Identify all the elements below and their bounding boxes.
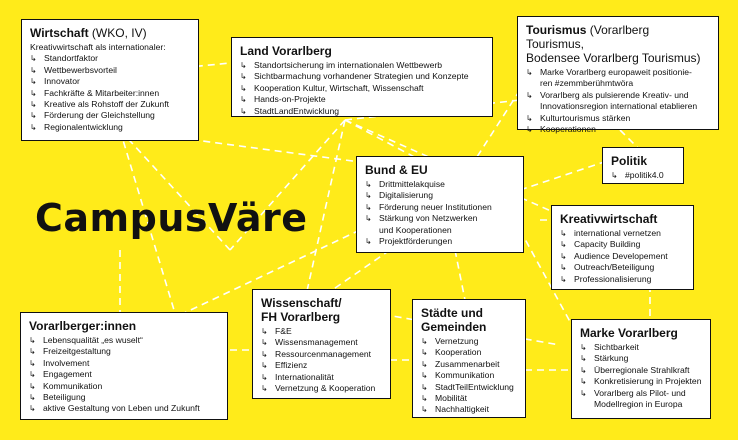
item-label: Capacity Building — [574, 239, 641, 250]
arrow-return-icon: ↳ — [421, 337, 428, 346]
item-label: Fachkräfte & Mitarbeiter:innen — [44, 87, 160, 98]
list-item — [261, 326, 382, 337]
item-label: Förderung der Gleichstellung — [44, 110, 155, 121]
arrow-return-icon: ↳ — [580, 388, 587, 398]
node-title: Marke Vorarlberg — [580, 326, 678, 340]
item-label: Professionalisierung — [574, 273, 652, 284]
arrow-return-icon: ↳ — [526, 125, 533, 135]
list-item — [240, 71, 484, 82]
node-item-list — [421, 336, 517, 416]
item-label: Standortfaktor — [44, 53, 98, 64]
item-label: Innovator — [44, 76, 80, 87]
arrow-return-icon: ↳ — [30, 122, 37, 132]
node-title: Bund & EU — [365, 163, 428, 177]
node-title: Vorarlberger:innen — [29, 319, 137, 333]
list-item — [365, 190, 515, 201]
item-label: Standortsicherung im internationalen Wettbewerb — [254, 60, 443, 70]
list-item — [240, 60, 484, 71]
list-item — [30, 53, 190, 64]
list-item — [526, 124, 710, 135]
list-item — [30, 88, 190, 99]
arrow-return-icon: ↳ — [30, 111, 37, 121]
item-label: Überregionale Strahlkraft — [594, 364, 690, 375]
item-label: Effizienz — [275, 360, 308, 371]
list-item — [580, 342, 702, 353]
list-item — [30, 99, 190, 110]
node-item-list — [560, 228, 685, 285]
list-item — [560, 251, 685, 262]
list-item — [560, 228, 685, 239]
list-item — [526, 113, 710, 124]
list-item — [421, 404, 517, 415]
connector — [520, 160, 610, 190]
node-title: Land Vorarlberg — [240, 44, 332, 58]
arrow-return-icon: ↳ — [29, 358, 36, 368]
node-title: Kreativwirtschaft — [560, 212, 658, 226]
item-label: Kreative als Rohstoff der Zukunft — [44, 99, 169, 110]
node-marke-vorarlberg — [571, 319, 711, 419]
campusvaere-title: CampusVäre — [35, 196, 308, 240]
item-label: Drittmittelakquise — [379, 179, 445, 189]
list-item — [29, 335, 219, 346]
item-label: Internationalität — [275, 371, 334, 382]
node-item-list — [611, 170, 675, 181]
arrow-return-icon: ↳ — [30, 65, 37, 75]
item-label: Kooperationen — [540, 124, 596, 135]
arrow-return-icon: ↳ — [29, 336, 36, 345]
node-title: Politik — [611, 154, 648, 168]
arrow-return-icon: ↳ — [421, 394, 428, 404]
item-label: Förderung neuer Institutionen — [379, 201, 492, 212]
item-label: Kommunikation — [43, 380, 103, 391]
item-label: Regionalentwicklung — [44, 121, 123, 132]
arrow-return-icon: ↳ — [560, 251, 567, 261]
connector — [455, 250, 465, 300]
arrow-return-icon: ↳ — [30, 88, 37, 98]
arrow-return-icon: ↳ — [526, 113, 533, 123]
arrow-return-icon: ↳ — [526, 68, 533, 77]
list-item — [29, 358, 219, 369]
arrow-return-icon: ↳ — [580, 377, 587, 387]
arrow-return-icon: ↳ — [580, 354, 587, 364]
list-item — [29, 346, 219, 357]
arrow-return-icon: ↳ — [580, 343, 587, 352]
item-label: Wettbewerbsvorteil — [44, 64, 117, 75]
node-item-list — [30, 53, 190, 133]
list-item — [421, 336, 517, 347]
arrow-return-icon: ↳ — [240, 72, 247, 82]
arrow-return-icon: ↳ — [560, 274, 567, 284]
arrow-return-icon: ↳ — [30, 54, 37, 64]
arrow-return-icon: ↳ — [30, 77, 37, 87]
list-item — [580, 365, 702, 376]
list-item — [580, 388, 702, 411]
arrow-return-icon: ↳ — [261, 384, 268, 394]
item-label: StadtTeilEntwicklung — [435, 381, 514, 392]
item-label: Hands-on-Projekte — [254, 94, 326, 105]
list-item — [261, 360, 382, 371]
node-title: Wirtschaft — [30, 26, 89, 40]
node-land-vorarlberg — [231, 37, 493, 117]
arrow-return-icon: ↳ — [365, 191, 372, 201]
arrow-return-icon: ↳ — [261, 361, 268, 371]
item-label: international vernetzen — [574, 228, 661, 238]
arrow-return-icon: ↳ — [365, 180, 372, 189]
arrow-return-icon: ↳ — [261, 327, 268, 336]
arrow-return-icon: ↳ — [421, 371, 428, 381]
list-item — [365, 236, 515, 247]
node-bund-eu — [356, 156, 524, 253]
list-item — [421, 382, 517, 393]
list-item — [580, 376, 702, 387]
node-politik — [602, 147, 684, 184]
list-item — [421, 359, 517, 370]
arrow-return-icon: ↳ — [261, 338, 268, 348]
item-label: Vorarlberg als pulsierende Kreativ- und Innovationsregion international etablieren — [540, 89, 698, 112]
list-item — [580, 353, 702, 364]
node-wissenschaft — [252, 289, 391, 399]
arrow-return-icon: ↳ — [580, 365, 587, 375]
node-staedte-gemeinden — [412, 299, 526, 418]
item-label: Stärkung von Netzwerken und Kooperationen — [379, 213, 478, 235]
node-title: Tourismus — [526, 23, 587, 37]
item-label: Digitalisierung — [379, 190, 433, 201]
arrow-return-icon: ↳ — [29, 370, 36, 380]
item-label: Projektförderungen — [379, 236, 453, 247]
arrow-return-icon: ↳ — [421, 382, 428, 392]
list-item — [365, 179, 515, 190]
item-label: Freizeitgestaltung — [43, 346, 111, 357]
list-item — [261, 383, 382, 394]
list-item — [526, 90, 710, 113]
item-label: Konkretisierung in Projekten — [594, 376, 702, 387]
node-item-list — [580, 342, 702, 410]
list-item — [30, 76, 190, 87]
item-label: Involvement — [43, 357, 90, 368]
item-label: Outreach/Beteiligung — [574, 262, 655, 273]
connector — [305, 120, 345, 300]
list-item — [560, 262, 685, 273]
item-label: #politik4.0 — [625, 170, 664, 180]
node-tourismus — [517, 16, 719, 135]
item-label: Wissensmanagement — [275, 337, 358, 348]
arrow-return-icon: ↳ — [261, 372, 268, 382]
node-item-list — [365, 179, 515, 247]
item-label: Audience Developement — [574, 250, 668, 261]
item-label: Beteiligung — [43, 392, 86, 403]
item-label: Kulturtourismus stärken — [540, 112, 631, 123]
list-item — [29, 381, 219, 392]
item-label: Nachhaltigkeit — [435, 404, 489, 415]
item-label: Sichtbarkeit — [594, 342, 639, 352]
arrow-return-icon: ↳ — [29, 393, 36, 403]
item-label: Kommunikation — [435, 370, 495, 381]
node-vorarlberger-innen — [20, 312, 228, 420]
arrow-return-icon: ↳ — [365, 237, 372, 247]
node-item-list — [240, 60, 484, 117]
list-item — [365, 213, 515, 236]
arrow-return-icon: ↳ — [421, 359, 428, 369]
list-item — [30, 122, 190, 133]
list-item — [240, 106, 484, 117]
list-item — [30, 110, 190, 121]
item-label: Lebensqualität „es wuselt“ — [43, 335, 143, 345]
arrow-return-icon: ↳ — [240, 95, 247, 105]
node-kreativwirtschaft — [551, 205, 694, 290]
item-label: StadtLandEntwicklung — [254, 105, 340, 116]
node-title: Städte und Gemeinden — [421, 306, 487, 334]
arrow-return-icon: ↳ — [526, 90, 533, 100]
item-label: F&E — [275, 326, 292, 336]
arrow-return-icon: ↳ — [560, 263, 567, 273]
item-label: Vorarlberg als Pilot- und Modellregion in Europa — [594, 387, 686, 410]
arrow-return-icon: ↳ — [560, 229, 567, 238]
list-item — [240, 83, 484, 94]
list-item — [421, 370, 517, 381]
arrow-return-icon: ↳ — [240, 106, 247, 116]
node-wirtschaft — [21, 19, 199, 141]
connector — [345, 120, 420, 160]
node-item-list — [29, 335, 219, 415]
node-intro: Kreativwirtschaft als internationaler: — [30, 42, 166, 52]
list-item — [611, 170, 675, 181]
list-item — [240, 94, 484, 105]
arrow-return-icon: ↳ — [261, 349, 268, 359]
item-label: Sichtbarmachung vorhandener Strategien und Konzepte — [254, 71, 469, 82]
list-item — [30, 65, 190, 76]
node-subtitle: (WKO, IV) — [88, 26, 147, 40]
list-item — [560, 274, 685, 285]
list-item — [261, 337, 382, 348]
item-label: Zusammenarbeit — [435, 358, 500, 369]
item-label: Marke Vorarlberg europaweit positionie- ren #zemmberühmtwöra — [540, 67, 692, 89]
list-item — [261, 349, 382, 360]
arrow-return-icon: ↳ — [365, 202, 372, 212]
item-label: Stärkung — [594, 353, 629, 364]
list-item — [29, 392, 219, 403]
list-item — [526, 67, 710, 90]
list-item — [560, 239, 685, 250]
arrow-return-icon: ↳ — [421, 405, 428, 415]
arrow-return-icon: ↳ — [365, 214, 372, 224]
list-item — [29, 369, 219, 380]
item-label: Kooperation — [435, 347, 482, 358]
item-label: Ressourcenmanagement — [275, 348, 372, 359]
arrow-return-icon: ↳ — [29, 347, 36, 357]
item-label: aktive Gestaltung von Leben und Zukunft — [43, 403, 200, 414]
list-item — [365, 202, 515, 213]
list-item — [261, 372, 382, 383]
item-label: Kooperation Kultur, Wirtschaft, Wissenschaft — [254, 82, 424, 93]
arrow-return-icon: ↳ — [29, 404, 36, 414]
list-item — [421, 393, 517, 404]
list-item — [421, 347, 517, 358]
item-label: Engagement — [43, 369, 92, 380]
arrow-return-icon: ↳ — [240, 61, 247, 70]
item-label: Vernetzung — [435, 336, 479, 346]
node-item-list — [526, 67, 710, 135]
node-subtitle: (Vorarlberg Tourismus, Bodensee Vorarlberg Tourismus) — [526, 23, 701, 65]
node-title: Wissenschaft/ FH Vorarlberg — [261, 296, 342, 324]
item-label: Mobilität — [435, 393, 467, 404]
arrow-return-icon: ↳ — [30, 100, 37, 110]
arrow-return-icon: ↳ — [611, 171, 618, 180]
item-label: Vernetzung & Kooperation — [275, 383, 376, 394]
arrow-return-icon: ↳ — [240, 83, 247, 93]
arrow-return-icon: ↳ — [29, 381, 36, 391]
node-item-list — [261, 326, 382, 394]
list-item — [29, 403, 219, 414]
arrow-return-icon: ↳ — [560, 240, 567, 250]
arrow-return-icon: ↳ — [421, 348, 428, 358]
